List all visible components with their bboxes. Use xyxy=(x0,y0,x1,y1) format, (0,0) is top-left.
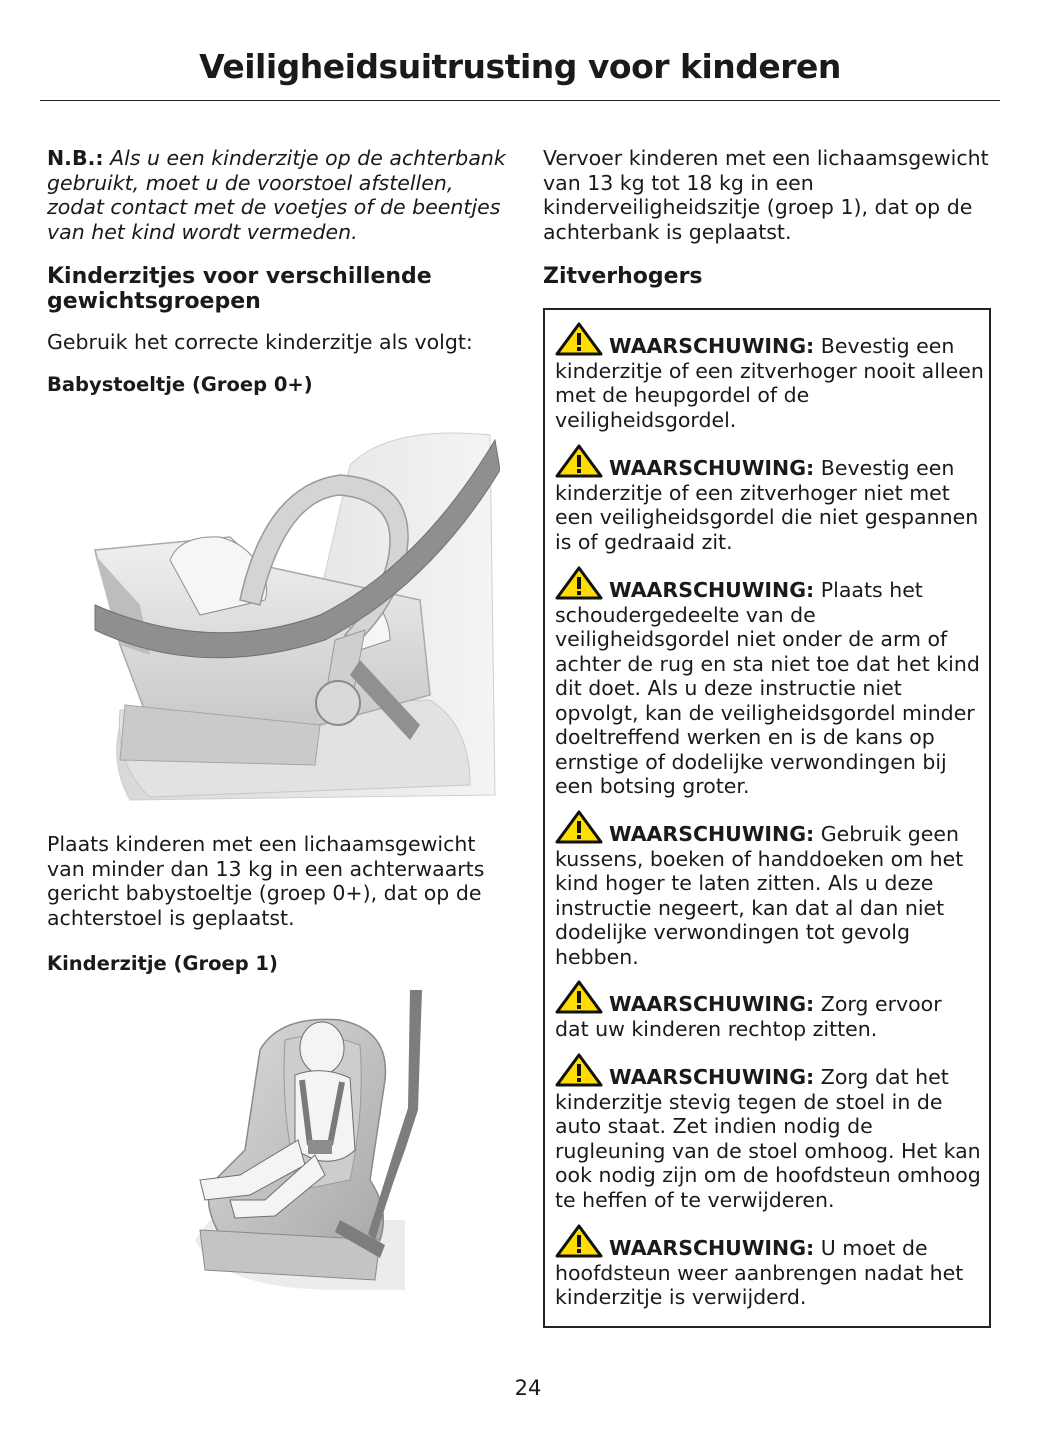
nb-note xyxy=(47,146,507,244)
warning-item: WAARSCHUWING: U moet de hoofdsteun weer aanbrengen nadat het kinderzitje is verwijderd. xyxy=(555,1224,987,1310)
warning-triangle-icon xyxy=(555,810,603,844)
page-number: 24 xyxy=(514,1376,542,1400)
left-column xyxy=(47,146,507,397)
booster-heading: Zitverhogers xyxy=(543,264,703,289)
warning-item: WAARSCHUWING: Plaats het schoudergedeelte van de veiligheidsgordel niet onder de arm of achter de rug en sta niet toe dat het kind dit doet. Als u deze instructie niet opvolgt, kan de veiligheidsgordel minder doeltreffend werken en is de kans op ernstige of dodelijke verwondingen bij een botsing groter. xyxy=(555,566,987,799)
warning-label: WAARSCHUWING: xyxy=(609,822,815,846)
nb-line: Als u een kinderzitje op de achterbank xyxy=(110,146,506,170)
warning-label: WAARSCHUWING: xyxy=(609,1236,815,1260)
warning-label: WAARSCHUWING: xyxy=(609,992,815,1016)
warnings-box xyxy=(543,308,991,1328)
baby-carrier-illustration xyxy=(90,425,500,805)
warning-triangle-icon xyxy=(555,1224,603,1258)
warning-triangle-icon xyxy=(555,980,603,1014)
warning-item: WAARSCHUWING: Gebruik geen kussens, boeken of handdoeken om het kind hoger te laten zitten. Als u deze instructie negeert, kan dat al dan niet dodelijke verwondingen tot gevolg hebben. xyxy=(555,810,987,969)
page-title: Veiligheidsuitrusting voor kinderen xyxy=(199,47,841,86)
right-column xyxy=(543,146,993,289)
warning-label: WAARSCHUWING: xyxy=(609,456,815,480)
warning-label: WAARSCHUWING: xyxy=(609,1065,815,1089)
section-heading: Kinderzitjes voor verschillende gewichtsgroepen xyxy=(47,264,432,314)
group0-text: Plaats kinderen met een lichaamsgewicht van minder dan 13 kg in een achterwaarts gericht babystoeltje (groep 0+), dat op de achterstoel is geplaatst. xyxy=(47,832,485,930)
warning-triangle-icon xyxy=(555,322,603,356)
warning-label: WAARSCHUWING: xyxy=(609,334,815,358)
nb-line: van het kind wordt vermeden. xyxy=(47,219,358,244)
warning-label: WAARSCHUWING: xyxy=(609,578,815,602)
warning-triangle-icon xyxy=(555,566,603,600)
intro-text: Gebruik het correcte kinderzitje als volgt: xyxy=(47,330,473,354)
group0-heading: Babystoeltje (Groep 0+) xyxy=(47,372,313,396)
warning-triangle-icon xyxy=(555,444,603,478)
warning-item: WAARSCHUWING: Zorg ervoor dat uw kinderen rechtop zitten. xyxy=(555,980,987,1041)
nb-line: zodat contact met de voetjes of de beentjes xyxy=(47,195,501,219)
nb-line: gebruikt, moet u de voorstoel afstellen, xyxy=(47,170,454,195)
warning-triangle-icon xyxy=(555,1053,603,1087)
group1-text: Vervoer kinderen met een lichaamsgewicht van 13 kg tot 18 kg in een kinderveiligheidszitje (groep 1), dat op de achterbank is geplaatst. xyxy=(543,146,989,244)
child-seat-illustration xyxy=(190,990,430,1290)
warning-item: WAARSCHUWING: Bevestig een kinderzitje of een zitverhoger nooit alleen met de heupgordel of de veiligheidsgordel. xyxy=(555,322,987,432)
group1-heading: Kinderzitje (Groep 1) xyxy=(47,952,278,975)
nb-label: N.B.: xyxy=(47,146,104,170)
warning-item: WAARSCHUWING: Zorg dat het kinderzitje stevig tegen de stoel in de auto staat. Zet indien nodig de rugleuning van de stoel omhoog. Het kan ook nodig zijn om de hoofdsteun omhoog te heffen of te verwijderen. xyxy=(555,1053,987,1212)
left-column-lower xyxy=(47,832,507,976)
warning-item: WAARSCHUWING: Bevestig een kinderzitje of een zitverhoger niet met een veiligheidsgordel die niet gespannen is of gedraaid zit. xyxy=(555,444,987,554)
title-divider xyxy=(40,100,1000,101)
